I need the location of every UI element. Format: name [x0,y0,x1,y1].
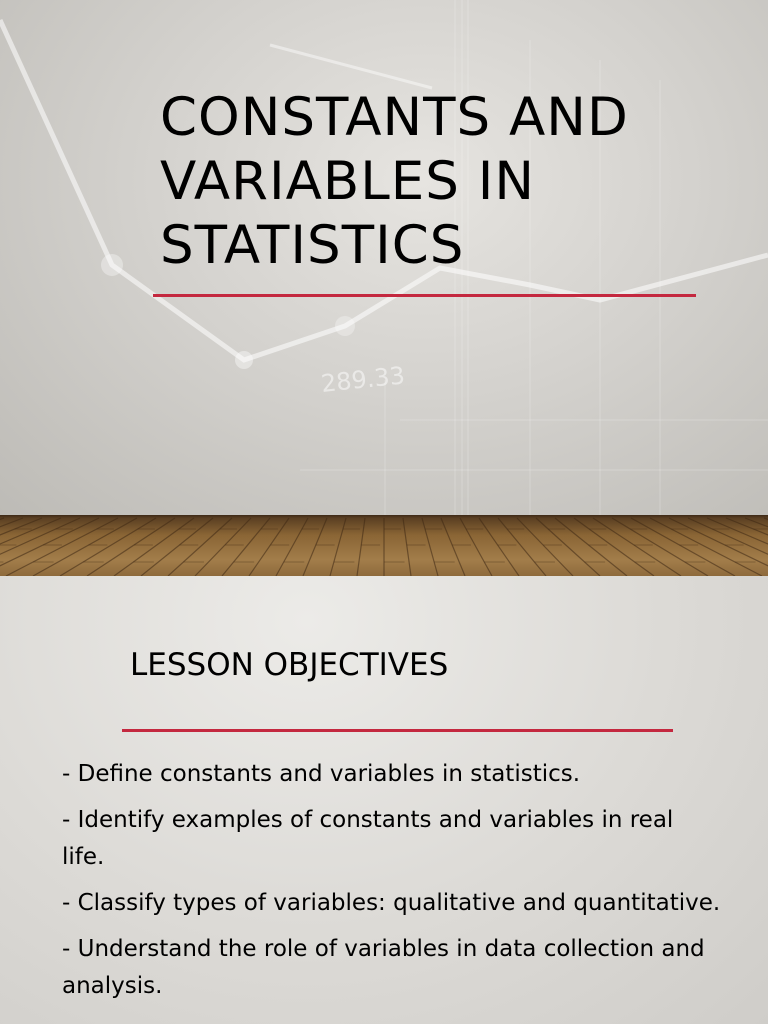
objective-item: - Define constants and variables in statistics. [62,761,581,787]
section-heading: LESSON OBJECTIVES [130,647,449,683]
plank-seam [403,518,411,576]
objective-item: - Classify types of variables: qualitative and quantitative. [62,890,721,916]
plank-seam [60,518,156,576]
plank-seam [357,518,365,576]
objectives-list [62,756,722,1014]
background-value-label: 289.33 [319,361,407,398]
heading-divider [122,729,673,732]
wood-planks [0,515,768,576]
plank-seam [276,518,308,576]
plank-seam [726,518,768,576]
plank-seam [0,518,61,576]
objective-item: - Identify examples of constants and variables in real life. [62,807,674,870]
plank-seam [114,518,194,576]
plank-seam [498,518,546,576]
plank-seam [0,518,42,576]
plank-seam [612,518,708,576]
plank-seam [631,518,735,576]
plank-seam [33,518,137,576]
plank-seam [479,518,519,576]
plank-seam [303,518,327,576]
plank-seam [249,518,289,576]
objective-item: - Understand the role of variables in data collection and analysis. [62,936,705,999]
plank-seam [441,518,465,576]
plank-seam [707,518,768,576]
title-divider [153,294,696,297]
slide-title: CONSTANTS AND VARIABLES IN STATISTICS [160,87,629,276]
plank-seam [574,518,654,576]
plank-seam [460,518,492,576]
wood-floor-graphic [0,515,768,576]
plank-seam [330,518,346,576]
objectives-slide [0,576,768,1024]
plank-seam [422,518,438,576]
plank-seam [222,518,270,576]
